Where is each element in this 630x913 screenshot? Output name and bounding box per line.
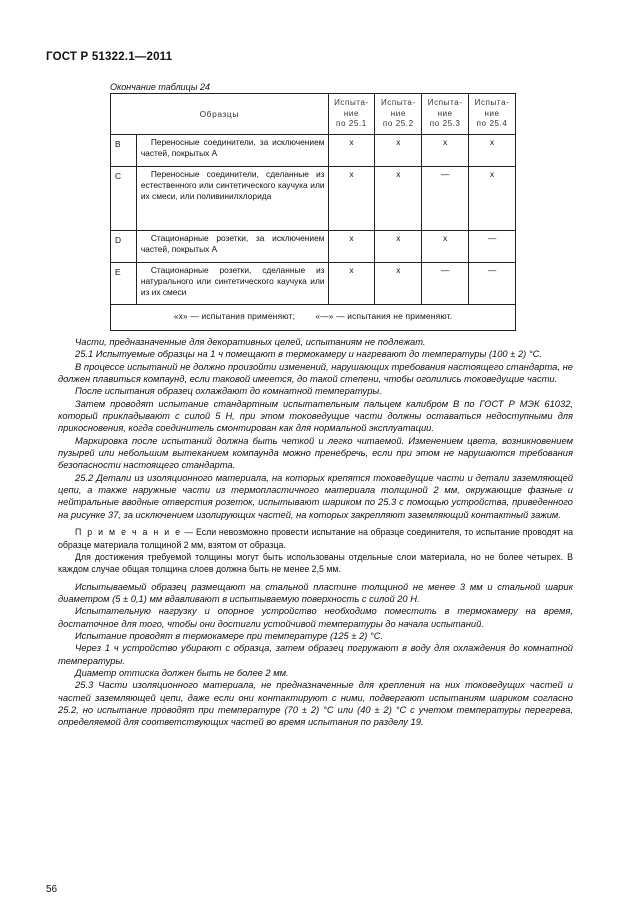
row-mark: x (422, 135, 469, 167)
table-row (111, 167, 516, 231)
paragraph: Испытание проводят в термокамере при температуре (125 ± 2) °С. (75, 630, 384, 641)
header-test-25-3: Испыта- ние по 25.3 (422, 94, 469, 135)
paragraph: Затем проводят испытание стандартным испытательным пальцем калибром В по ГОСТ Р МЭК 61032, который прикладывают с силой 5 Н, при этом токоведущие части должны оставаться недоступными для прикосновения, когда соединитель смонтирован как для нормальной эксплуатации. (58, 398, 573, 434)
row-code: Е (111, 263, 137, 305)
row-description: Переносные соединители, сделанные из естественного или синтетического каучука или их смеси, или поливинилхлорида (136, 167, 328, 231)
table-24 (110, 93, 516, 331)
paragraph: Испытываемый образец размещают на стальной пластине толщиной не менее 3 мм и стальной шарик диаметром (5 ± 0,1) мм вдавливают в испытываемую поверхность с силой 20 Н. (58, 581, 573, 604)
header-samples: Образцы (111, 94, 329, 135)
row-mark: x (375, 167, 422, 231)
table-row (111, 231, 516, 263)
row-mark: — (422, 167, 469, 231)
row-code: В (111, 135, 137, 167)
row-mark: x (469, 167, 516, 231)
row-description: Стационарные розетки, за исключением частей, покрытых А (136, 231, 328, 263)
paragraph: Испытательную нагрузку и опорное устройство необходимо поместить в термокамеру на время, достаточное для того, чтобы они достигли устойчивой температуры до начала испытаний. (58, 606, 573, 629)
table-row (111, 263, 516, 305)
row-mark: — (469, 231, 516, 263)
paragraph: 25.3 Части изоляционного материала, не предназначенные для крепления на них токоведущих частей и частей заземляющей цепи, даже если они контактируют с ними, подвергают испытаниям шариком согласно 25.2, но испытание проводят при температуре (70 ± 2) °С или (40 ± 2) °С с учетом температуры перегрева, определяемой для соответствующих частей во время испытания по разделу 19. (58, 680, 573, 728)
note-label: П р и м е ч а н и е (75, 527, 182, 538)
paragraph: Через 1 ч устройство убирают с образца, затем образец погружают в воду для охлаждения до комнатной температуры. (58, 643, 573, 666)
table-row (111, 135, 516, 167)
paragraph: В процессе испытаний не должно произойти изменений, нарушающих требования настоящего стандарта, не должен плавиться компаунд, если таковой имеется, до такой степени, чтобы оголились токоведущие части. (58, 361, 573, 385)
paragraph: Маркировка после испытаний должна быть четкой и легко читаемой. Изменением цвета, возникновением пузырей или небольшим вытеканием компаунда можно пренебречь, если при этом не нарушаются требования безопасности настоящего стандарта. (58, 435, 573, 471)
row-mark: — (469, 263, 516, 305)
table-caption: Окончание таблицы 24 (110, 82, 210, 92)
body-text (58, 336, 573, 729)
row-mark: x (328, 167, 375, 231)
header-test-25-2: Испыта- ние по 25.2 (375, 94, 422, 135)
row-mark: x (422, 231, 469, 263)
row-mark: x (375, 231, 422, 263)
paragraph: Части, предназначенные для декоративных целей, испытаниям не подлежат. (75, 337, 426, 347)
row-mark: x (375, 135, 422, 167)
header-test-25-4: Испыта- ние по 25.4 (469, 94, 516, 135)
page-number: 56 (46, 884, 58, 895)
paragraph: Диаметр оттиска должен быть не более 2 мм. (75, 667, 289, 678)
header-test-25-1: Испыта- ние по 25.1 (328, 94, 375, 135)
row-description: Переносные соединители, за исключением частей, покрытых А (136, 135, 328, 167)
table-header-row (111, 94, 516, 135)
note-continuation: Для достижения требуемой толщины могут быть использованы отдельные слои материала, но не более четырех. В каждом случае общая толщина слоев должна быть не менее 2,5 мм. (58, 551, 573, 575)
row-mark: x (328, 231, 375, 263)
note: П р и м е ч а н и е — Если невозможно провести испытание на образце соединителя, то испытание проводят на образце материала толщиной 2 мм, взятом от образца. (58, 527, 573, 550)
row-description: Стационарные розетки, сделанные из натурального или синтетического каучука или из их смеси (136, 263, 328, 305)
paragraph: 25.2 Детали из изоляционного материала, на которых крепятся токоведущие части и детали заземляющей цепи, а также наружные части из термопластичного материала толщиной 2 мм, окружающие фазные и нейтральные вводные отверстия розеток, испытывают шариком по 25.3 с помощью устройства, приведенного на рисунке 37, за исключением изолирующих частей, на которых закрепляют заземляющий контактный зажим. (58, 472, 573, 520)
table-legend: «x» — испытания применяют; «—» — испытания не применяют. (111, 305, 516, 331)
paragraph: После испытания образец охлаждают до комнатной температуры. (75, 386, 382, 397)
row-code: D (111, 231, 137, 263)
row-mark: x (469, 135, 516, 167)
row-mark: x (328, 135, 375, 167)
row-code: С (111, 167, 137, 231)
row-mark: — (422, 263, 469, 305)
table-legend-row (111, 305, 516, 331)
row-mark: x (375, 263, 422, 305)
paragraph: 25.1 Испытуемые образцы на 1 ч помещают в термокамеру и нагревают до температуры (100 ± 2) °С. (75, 349, 542, 360)
document-header: ГОСТ Р 51322.1—2011 (46, 51, 173, 63)
row-mark: x (328, 263, 375, 305)
